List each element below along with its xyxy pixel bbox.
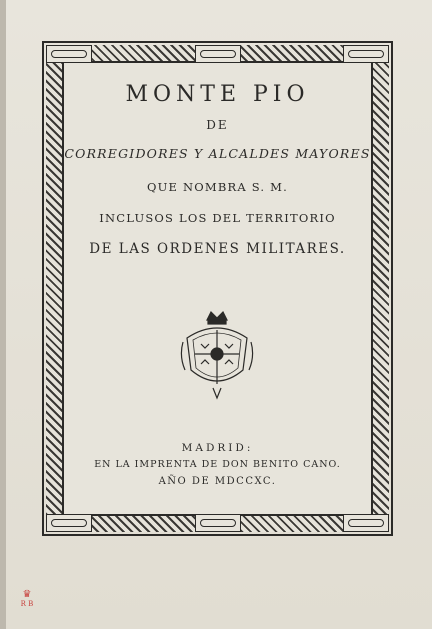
page-title: MONTE PIO <box>125 82 310 107</box>
imprint-press: EN LA IMPRENTA DE DON BENITO CANO. <box>94 459 341 470</box>
page-gutter <box>0 0 6 629</box>
center-ornament-top <box>195 45 241 63</box>
corner-ornament-bottom-right <box>343 514 389 532</box>
center-ornament-bottom <box>195 514 241 532</box>
subtitle-que-nombra: QUE NOMBRA S. M. <box>147 180 288 194</box>
subtitle-corregidores: CORREGIDORES Y ALCALDES MAYORES <box>64 146 371 161</box>
subtitle-inclusos: INCLUSOS LOS DEL TERRITORIO <box>99 211 336 225</box>
library-stamp-text: R B <box>20 600 34 608</box>
royal-crest-icon <box>177 308 257 400</box>
subtitle-ordenes: DE LAS ORDENES MILITARES. <box>89 241 346 257</box>
crown-icon: ♛ <box>22 589 32 600</box>
corner-ornament-bottom-left <box>46 514 92 532</box>
corner-ornament-top-right <box>343 45 389 63</box>
corner-ornament-top-left <box>46 45 92 63</box>
title-de: DE <box>206 118 229 132</box>
imprint-year: AÑO DE MDCCXC. <box>158 476 277 487</box>
imprint-city: MADRID: <box>181 442 254 454</box>
library-stamp <box>16 590 38 612</box>
